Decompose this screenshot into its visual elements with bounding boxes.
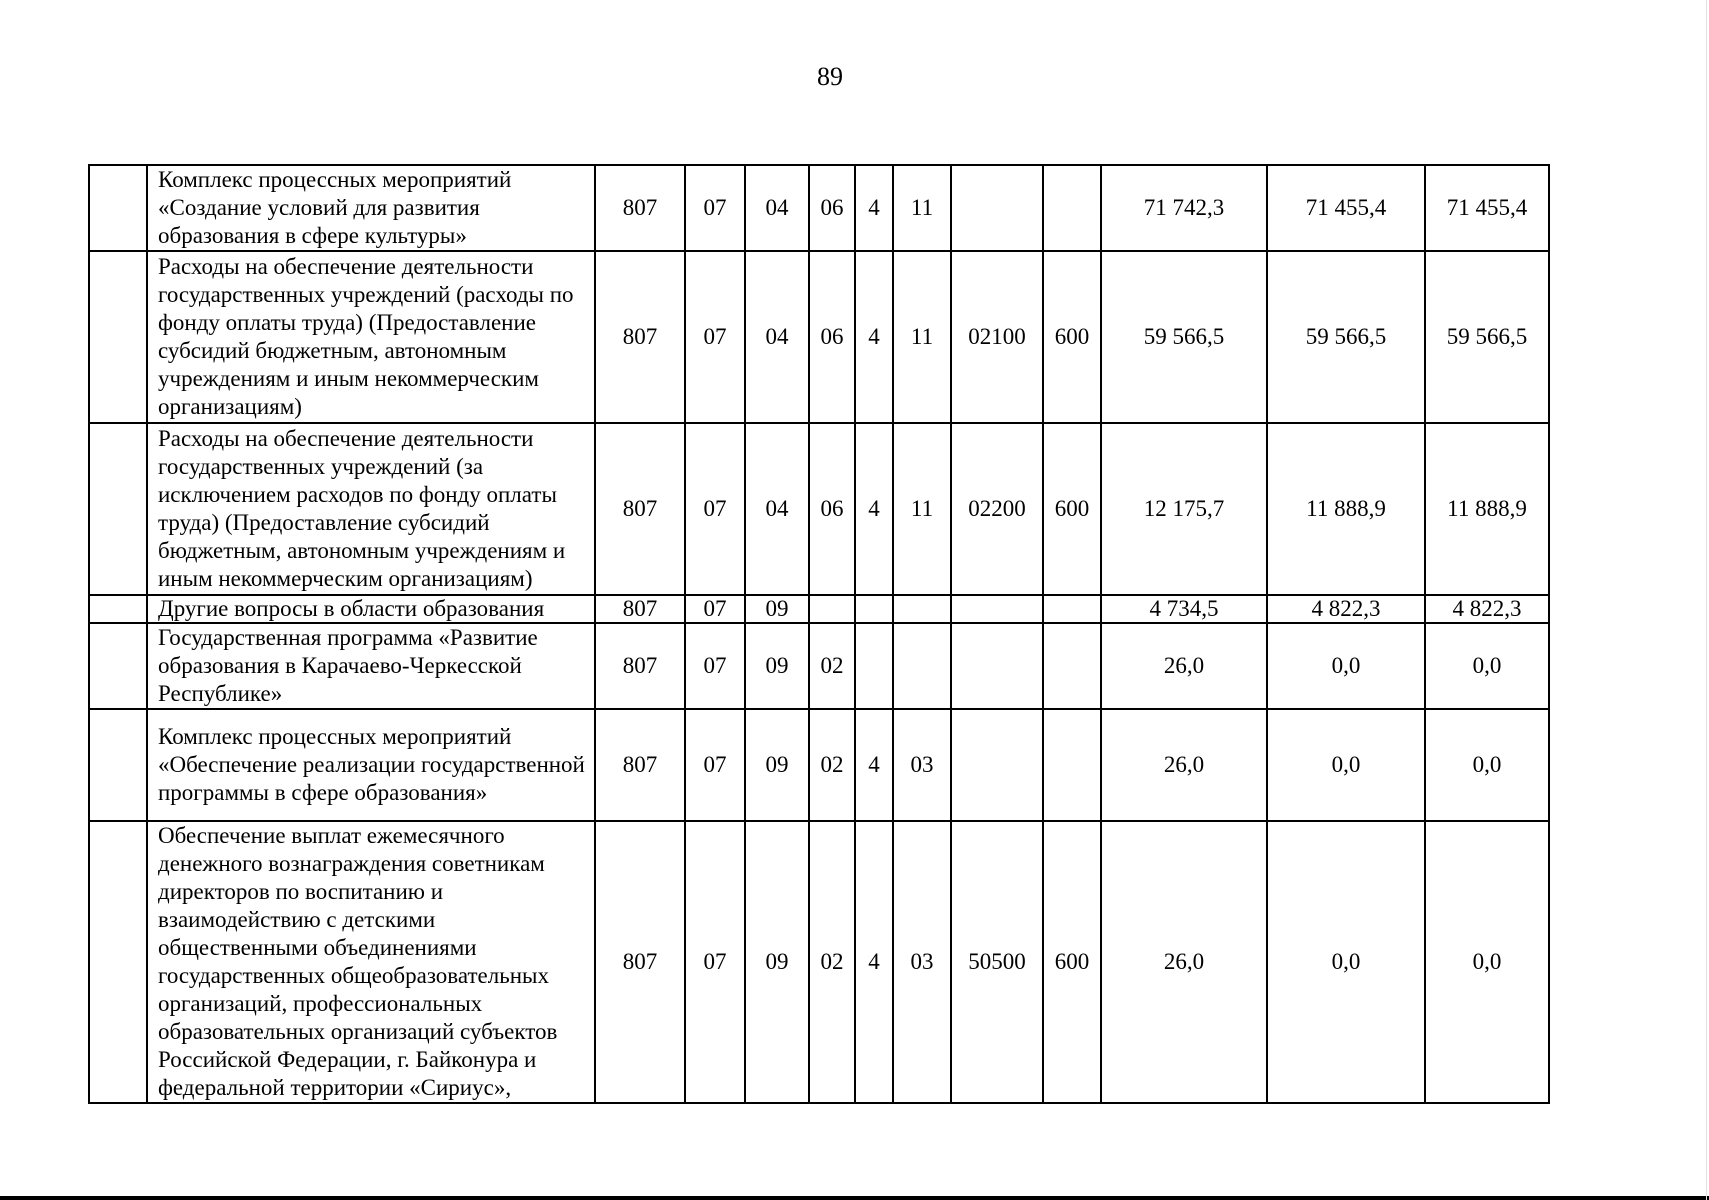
direction-code-cell xyxy=(951,623,1043,709)
amount-year3-cell: 0,0 xyxy=(1425,821,1549,1103)
amount-year3-cell: 0,0 xyxy=(1425,709,1549,821)
table-row xyxy=(89,251,1549,423)
complex-code-cell: 11 xyxy=(893,165,951,251)
scan-edge xyxy=(0,1196,1709,1200)
row-number-cell xyxy=(89,595,147,623)
program-code-cell: 02 xyxy=(809,709,855,821)
item-name-cell: Обеспечение выплат ежемесячного денежного вознаграждения советникам директоров по воспитанию и взаимодействию с детскими общественными объединениями государственных общеобразовательных организаций, профессиональных образовательных организаций субъектов Российской Федерации, г. Байконура и федеральной территории «Сириус», xyxy=(147,821,595,1103)
expense-type-cell xyxy=(1043,595,1101,623)
table-row xyxy=(89,709,1549,821)
program-code-cell: 06 xyxy=(809,423,855,595)
direction-code-cell xyxy=(951,709,1043,821)
type-code-cell: 4 xyxy=(855,165,893,251)
type-code-cell xyxy=(855,623,893,709)
amount-year3-cell: 59 566,5 xyxy=(1425,251,1549,423)
type-code-cell: 4 xyxy=(855,821,893,1103)
direction-code-cell xyxy=(951,165,1043,251)
expense-type-cell: 600 xyxy=(1043,251,1101,423)
table-row xyxy=(89,623,1549,709)
section-code-cell: 07 xyxy=(685,821,745,1103)
amount-year3-cell: 11 888,9 xyxy=(1425,423,1549,595)
amount-year1-cell: 4 734,5 xyxy=(1101,595,1267,623)
table-row xyxy=(89,821,1549,1103)
complex-code-cell: 11 xyxy=(893,423,951,595)
amount-year2-cell: 0,0 xyxy=(1267,709,1425,821)
ved-code-cell: 807 xyxy=(595,595,685,623)
budget-table xyxy=(88,164,1550,1104)
complex-code-cell xyxy=(893,595,951,623)
amount-year1-cell: 59 566,5 xyxy=(1101,251,1267,423)
section-code-cell: 07 xyxy=(685,423,745,595)
row-number-cell xyxy=(89,623,147,709)
subsection-code-cell: 09 xyxy=(745,623,809,709)
amount-year1-cell: 71 742,3 xyxy=(1101,165,1267,251)
type-code-cell: 4 xyxy=(855,423,893,595)
complex-code-cell: 03 xyxy=(893,709,951,821)
complex-code-cell: 11 xyxy=(893,251,951,423)
amount-year3-cell: 4 822,3 xyxy=(1425,595,1549,623)
ved-code-cell: 807 xyxy=(595,165,685,251)
direction-code-cell xyxy=(951,595,1043,623)
section-code-cell: 07 xyxy=(685,165,745,251)
expense-type-cell xyxy=(1043,623,1101,709)
ved-code-cell: 807 xyxy=(595,709,685,821)
amount-year1-cell: 26,0 xyxy=(1101,709,1267,821)
table-row xyxy=(89,165,1549,251)
complex-code-cell: 03 xyxy=(893,821,951,1103)
complex-code-cell xyxy=(893,623,951,709)
item-name-cell: Расходы на обеспечение деятельности государственных учреждений (расходы по фонду оплаты труда) (Предоставление субсидий бюджетным, автономным учреждениям и иным некоммерческим организациям) xyxy=(147,251,595,423)
program-code-cell: 06 xyxy=(809,165,855,251)
row-number-cell xyxy=(89,821,147,1103)
program-code-cell: 06 xyxy=(809,251,855,423)
amount-year2-cell: 11 888,9 xyxy=(1267,423,1425,595)
subsection-code-cell: 04 xyxy=(745,165,809,251)
ved-code-cell: 807 xyxy=(595,423,685,595)
section-code-cell: 07 xyxy=(685,595,745,623)
amount-year2-cell: 4 822,3 xyxy=(1267,595,1425,623)
ved-code-cell: 807 xyxy=(595,821,685,1103)
item-name-cell: Комплекс процессных мероприятий «Создание условий для развития образования в сфере культуры» xyxy=(147,165,595,251)
program-code-cell: 02 xyxy=(809,623,855,709)
expense-type-cell xyxy=(1043,165,1101,251)
subsection-code-cell: 09 xyxy=(745,821,809,1103)
table-row xyxy=(89,595,1549,623)
item-name-cell: Государственная программа «Развитие образования в Карачаево-Черкесской Республике» xyxy=(147,623,595,709)
row-number-cell xyxy=(89,709,147,821)
amount-year3-cell: 71 455,4 xyxy=(1425,165,1549,251)
expense-type-cell: 600 xyxy=(1043,423,1101,595)
amount-year1-cell: 12 175,7 xyxy=(1101,423,1267,595)
expense-type-cell xyxy=(1043,709,1101,821)
type-code-cell: 4 xyxy=(855,251,893,423)
amount-year1-cell: 26,0 xyxy=(1101,623,1267,709)
program-code-cell xyxy=(809,595,855,623)
item-name-cell: Другие вопросы в области образования xyxy=(147,595,595,623)
scan-side-edge xyxy=(1706,0,1707,1200)
page-number: 89 xyxy=(817,62,843,91)
expense-type-cell: 600 xyxy=(1043,821,1101,1103)
subsection-code-cell: 04 xyxy=(745,251,809,423)
subsection-code-cell: 09 xyxy=(745,709,809,821)
section-code-cell: 07 xyxy=(685,623,745,709)
amount-year2-cell: 0,0 xyxy=(1267,623,1425,709)
row-number-cell xyxy=(89,423,147,595)
amount-year3-cell: 0,0 xyxy=(1425,623,1549,709)
ved-code-cell: 807 xyxy=(595,251,685,423)
amount-year1-cell: 26,0 xyxy=(1101,821,1267,1103)
item-name-cell: Комплекс процессных мероприятий «Обеспечение реализации государственной программы в сфере образования» xyxy=(147,709,595,821)
direction-code-cell: 02200 xyxy=(951,423,1043,595)
item-name-cell: Расходы на обеспечение деятельности государственных учреждений (за исключением расходов по фонду оплаты труда) (Предоставление субсидий бюджетным, автономным учреждениям и иным некоммерческим организациям) xyxy=(147,423,595,595)
amount-year2-cell: 59 566,5 xyxy=(1267,251,1425,423)
section-code-cell: 07 xyxy=(685,251,745,423)
row-number-cell xyxy=(89,165,147,251)
type-code-cell: 4 xyxy=(855,709,893,821)
subsection-code-cell: 09 xyxy=(745,595,809,623)
subsection-code-cell: 04 xyxy=(745,423,809,595)
type-code-cell xyxy=(855,595,893,623)
row-number-cell xyxy=(89,251,147,423)
direction-code-cell: 02100 xyxy=(951,251,1043,423)
section-code-cell: 07 xyxy=(685,709,745,821)
amount-year2-cell: 71 455,4 xyxy=(1267,165,1425,251)
program-code-cell: 02 xyxy=(809,821,855,1103)
direction-code-cell: 50500 xyxy=(951,821,1043,1103)
ved-code-cell: 807 xyxy=(595,623,685,709)
amount-year2-cell: 0,0 xyxy=(1267,821,1425,1103)
table-body xyxy=(89,165,1549,1103)
table-row xyxy=(89,423,1549,595)
